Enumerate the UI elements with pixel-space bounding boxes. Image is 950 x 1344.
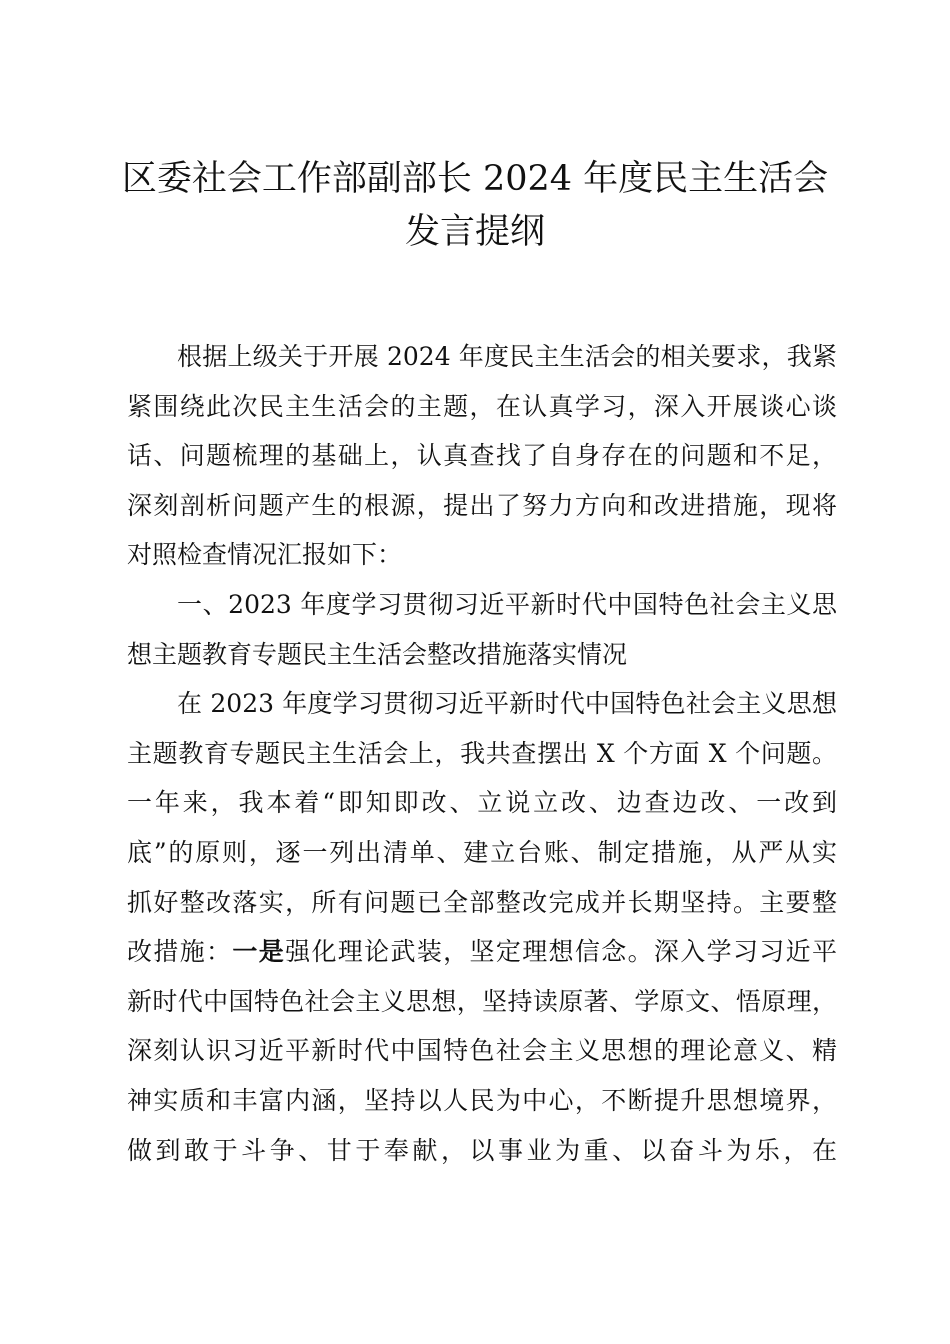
paragraph-line: 话、问题梳理的基础上，认真查找了自身存在的问题和不足， bbox=[127, 441, 837, 471]
paragraph-line-with-emphasis bbox=[127, 927, 837, 977]
paragraph-line: 新时代中国特色社会主义思想，坚持读原著、学原文、悟原理， bbox=[127, 986, 837, 1016]
paragraph-line: 抓好整改落实，所有问题已全部整改完成并长期坚持。主要整 bbox=[127, 887, 837, 917]
emphasis-text: 一是 bbox=[232, 937, 286, 967]
line-suffix: 强化理论武装，坚定理想信念。深入学习习近平 bbox=[285, 937, 837, 967]
paragraph-line: 一年来，我本着“即知即改、立说立改、边查边改、一改到 bbox=[127, 788, 837, 818]
paragraph-line: 对照检查情况汇报如下： bbox=[127, 540, 403, 570]
paragraph-line: 根据上级关于开展 2024 年度民主生活会的相关要求，我紧 bbox=[177, 342, 837, 371]
paragraph-line: 深刻剖析问题产生的根源，提出了努力方向和改进措施，现将 bbox=[127, 490, 837, 520]
document-body bbox=[127, 332, 837, 1175]
section-1-paragraph bbox=[127, 679, 837, 1175]
line-prefix: 改措施： bbox=[127, 937, 233, 967]
paragraph-line: 做到敢于斗争、甘于奉献，以事业为重、以奋斗为乐，在 bbox=[127, 1135, 837, 1165]
document-title-line-2: 发言提纲 bbox=[404, 212, 545, 252]
paragraph-line: 深刻认识习近平新时代中国特色社会主义思想的理论意义、精 bbox=[127, 1036, 837, 1066]
paragraph-line: 神实质和丰富内涵，坚持以人民为中心，不断提升思想境界， bbox=[127, 1085, 837, 1115]
paragraph-line: 底”的原则，逐一列出清单、建立台账、制定措施，从严从实 bbox=[127, 837, 837, 867]
paragraph-line: 紧围绕此次民主生活会的主题，在认真学习，深入开展谈心谈 bbox=[127, 391, 837, 421]
heading-line: 想主题教育专题民主生活会整改措施落实情况 bbox=[127, 639, 628, 669]
intro-paragraph bbox=[127, 332, 837, 580]
paragraph-line: 在 2023 年度学习贯彻习近平新时代中国特色社会主义思想 bbox=[177, 689, 837, 719]
heading-line: 一、2023 年度学习贯彻习近平新时代中国特色社会主义思 bbox=[177, 589, 837, 619]
section-1-heading bbox=[127, 580, 837, 679]
document-title-line-1: 区委社会工作部副部长 2024 年度民主生活会 bbox=[121, 159, 829, 199]
paragraph-line: 主题教育专题民主生活会上，我共查摆出 X 个方面 X 个问题。 bbox=[127, 738, 837, 768]
